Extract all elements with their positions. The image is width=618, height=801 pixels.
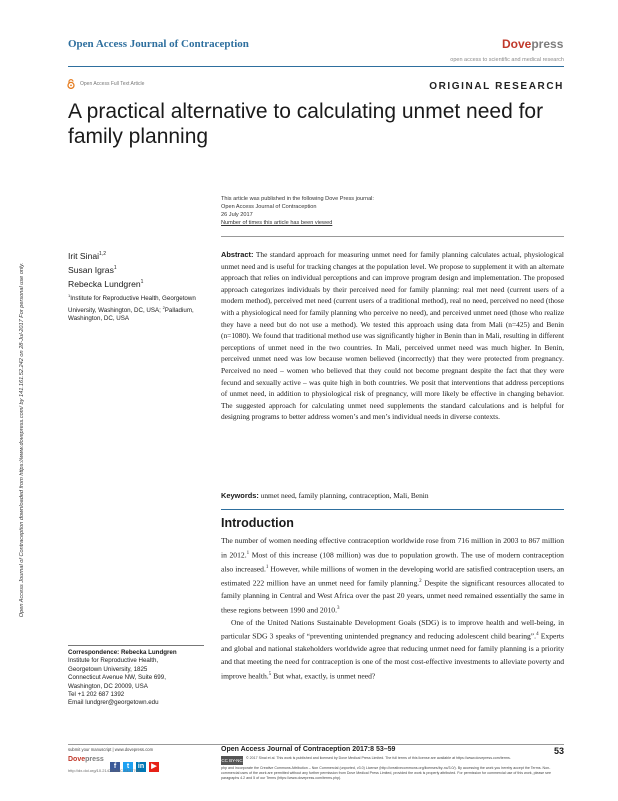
intro-p1d-text: Despite the significant resources allocated to family planning in Central and West Africa over the past 20 years, unmet need remained essentially the same in these regions between 1990 and 2010. xyxy=(221,578,565,615)
intro-p2c-text: But what, exactly, is unmet need? xyxy=(271,671,376,681)
keywords xyxy=(221,491,564,500)
affil-text-2: Palladium, Washington, DC, USA xyxy=(68,306,194,323)
keywords-label: Keywords: xyxy=(221,491,259,500)
introduction-body xyxy=(221,535,564,683)
access-label: Open Access Full Text Article xyxy=(80,81,145,87)
intro-p1c-text: However, while millions of women in the developing world are satisfied contraception users, an estimated 222 million have an unmet need for family planning. xyxy=(221,564,564,588)
author-name: Irit Sinai xyxy=(68,250,100,261)
correspondence-phone: Tel +1 202 687 1392 xyxy=(68,691,125,699)
intro-p1b-text: Most of this increase (108 million) was due to population growth. The use of modern contraception also increased. xyxy=(221,550,564,574)
publication-note-line1: This article was published in the following Dove Press journal: xyxy=(221,196,374,202)
author-item xyxy=(68,262,143,276)
journal-name[interactable]: Open Access Journal of Contraception xyxy=(68,38,249,50)
correspondence-divider xyxy=(68,645,204,646)
keywords-text: unmet need, family planning, contraception, Mali, Benin xyxy=(260,491,429,500)
abstract-text: The standard approach for measuring unmet need for family planning calculates actual, physiological unmet need and is useful for tracking changes at the population level. We propose to supplement it with an alternate approach that relies on individual perceptions and can improve program design and implementation. The proposed approach categorizes individuals by their perceived need for family planning: real met need (current users of a modern method), perceived met need (current users of a traditional method), real no need, perceived no need (those with a physiological need for family planning who perceive no need), and perceived unmet need (those who realize they have a need but do not use a method). We tested this approach using data from Mali (n=425) and Benin (n=1080). We found that traditional method use was significantly higher in Benin than in Mali, resulting in different perceptions of unmet need in the two countries. In Mali, perceived unmet need was much higher. In Benin, perceived unmet need was low because women believed (incorrectly) that they were protected from pregnancy. Perceived no need – women who believed that they could not become pregnant despite the fact that they were fecund and sexually active – was quite high in both countries. We posit that interventions that address perceptions of unmet need, in addition to physiological risk of pregnancy, will more likely be effective in changing behavior. The suggested approach for calculating unmet need supplements the standard calculations and is helpful for designing programs to better address women’s and men’s individual needs in diverse contexts. xyxy=(221,250,564,422)
author-name: Rebecka Lundgren xyxy=(68,278,141,289)
license-text-continued xyxy=(221,766,564,781)
submit-manuscript-link[interactable]: submit your manuscript | www.dovepress.com xyxy=(68,747,154,752)
section-type: ORIGINAL RESEARCH xyxy=(429,81,564,92)
affil-mark-2: 2 xyxy=(162,304,165,310)
header-divider xyxy=(68,66,564,67)
introduction-heading: Introduction xyxy=(221,516,294,530)
download-side-note: Open Access Journal of Contraception downloaded from https://www.dovepress.com/ by 141.161.52.242 on 28-Jul-2017 For personal use only. xyxy=(19,262,25,618)
journal-citation: Open Access Journal of Contraception 2017:8 53–59 xyxy=(221,746,396,753)
citation-ref[interactable]: 5 xyxy=(268,671,272,677)
author-item xyxy=(68,276,143,290)
introduction-divider xyxy=(221,509,564,510)
open-access-lock-icon xyxy=(66,79,76,89)
intro-p2b-text: Experts and global and national stakeholders worldwide agree that reducing unmet need for family planning is a priority and that meeting the need for contraception is one of the most cost-effective investments to alleviate poverty and improve health. xyxy=(221,631,564,681)
author-affil-mark: 1 xyxy=(140,279,144,286)
citation-ref[interactable]: 3 xyxy=(337,605,340,611)
intro-p1-text: The number of women needing effective contraception worldwide rose from 716 million in 2003 to 867 million in 2012. xyxy=(221,536,564,560)
publication-note-divider xyxy=(221,236,564,237)
twitter-icon[interactable]: t xyxy=(123,762,133,772)
introduction-paragraph-1 xyxy=(221,535,564,617)
intro-p2-text: One of the United Nations Sustainable Development Goals (SDG) is to improve health and well-being, in particular SDG 3 speaks of “preventing unintended pregnancy and reducing adolescent child bearing”. xyxy=(221,617,564,641)
youtube-icon[interactable]: ▶ xyxy=(149,762,159,772)
license-line: permission for commercial use of this work, please see paragraphs 4.2 and 5 of our Terms (https://www.dovepress.com/terms.php). xyxy=(221,771,551,780)
views-count-link[interactable]: Number of times this article has been viewed xyxy=(221,220,333,226)
doi-link[interactable]: http://dx.doi.org/10.2147/OAJC.S137700 xyxy=(68,768,141,773)
linkedin-icon[interactable]: in xyxy=(137,763,145,770)
citation-ref[interactable]: 1 xyxy=(246,550,250,556)
abstract-label: Abstract: xyxy=(221,250,254,259)
affil-text-1: Institute for Reproductive Health, Georgetown University, Washington, DC, USA; xyxy=(68,295,196,314)
citation-ref[interactable]: 1 xyxy=(265,564,269,570)
footer-divider xyxy=(68,744,564,745)
license-line: php and incorporate the Creative Commons Attribution – Non Commercial (unported, v3.0) License (http://creativecommons.org/licenses/by-nc/3.0/). By accessing the work xyxy=(221,766,494,770)
correspondence-line: Institute for Reproductive Health, xyxy=(68,657,159,665)
citation-ref[interactable]: 4 xyxy=(536,632,539,638)
correspondence-name: Correspondence: Rebecka Lundgren xyxy=(68,649,177,656)
abstract xyxy=(221,249,564,423)
affiliations xyxy=(68,292,204,324)
publisher-logo-dove: Dove xyxy=(502,37,532,51)
correspondence-block xyxy=(68,649,208,708)
publication-note xyxy=(221,195,374,227)
facebook-icon[interactable]: f xyxy=(110,762,120,772)
license-text: © 2017 Sinai et al. This work is published and licensed by Dove Medical Press Limited. The full terms of this license are available at https://www.dovepress.com/terms. xyxy=(246,756,511,760)
publication-note-date: 26 July 2017 xyxy=(221,212,253,218)
author-name: Susan Igras xyxy=(68,264,114,275)
page-number: 53 xyxy=(553,746,564,756)
author-list xyxy=(68,248,143,290)
correspondence-email[interactable]: Email lundgrer@georgetown.edu xyxy=(68,699,159,707)
correspondence-line: Connecticut Avenue NW, Suite 699, xyxy=(68,674,166,682)
cc-license-badge[interactable]: CC BY-NC xyxy=(221,758,243,763)
footer-publisher-logo[interactable] xyxy=(68,756,104,763)
correspondence-line: Washington, DC 20009, USA xyxy=(68,682,148,690)
social-links xyxy=(110,755,162,770)
license-line: you hereby accept the Terms. Non-commercial uses of the work are permitted without any further permission from Dove Medical Press Limited, provided the work is properly attributed. For xyxy=(221,766,551,775)
article-title: A practical alternative to calculating unmet need for family planning xyxy=(68,100,544,148)
publisher-logo-press: press xyxy=(531,37,564,51)
introduction-paragraph-2 xyxy=(221,617,564,683)
author-affil-mark: 1,2 xyxy=(99,251,106,257)
publisher-logo[interactable] xyxy=(502,37,563,51)
author-item xyxy=(68,248,143,262)
publication-note-journal[interactable]: Open Access Journal of Contraception xyxy=(221,204,317,210)
affil-mark-1: 1 xyxy=(68,293,71,298)
footer-logo-dove: Dove xyxy=(68,756,86,763)
footer-logo-press: press xyxy=(85,756,104,763)
correspondence-line: Georgetown University, 1825 xyxy=(68,665,148,673)
citation-ref[interactable]: 2 xyxy=(419,578,422,584)
author-affil-mark: 1 xyxy=(113,265,117,272)
publisher-tagline: open access to scientific and medical research xyxy=(450,57,564,63)
